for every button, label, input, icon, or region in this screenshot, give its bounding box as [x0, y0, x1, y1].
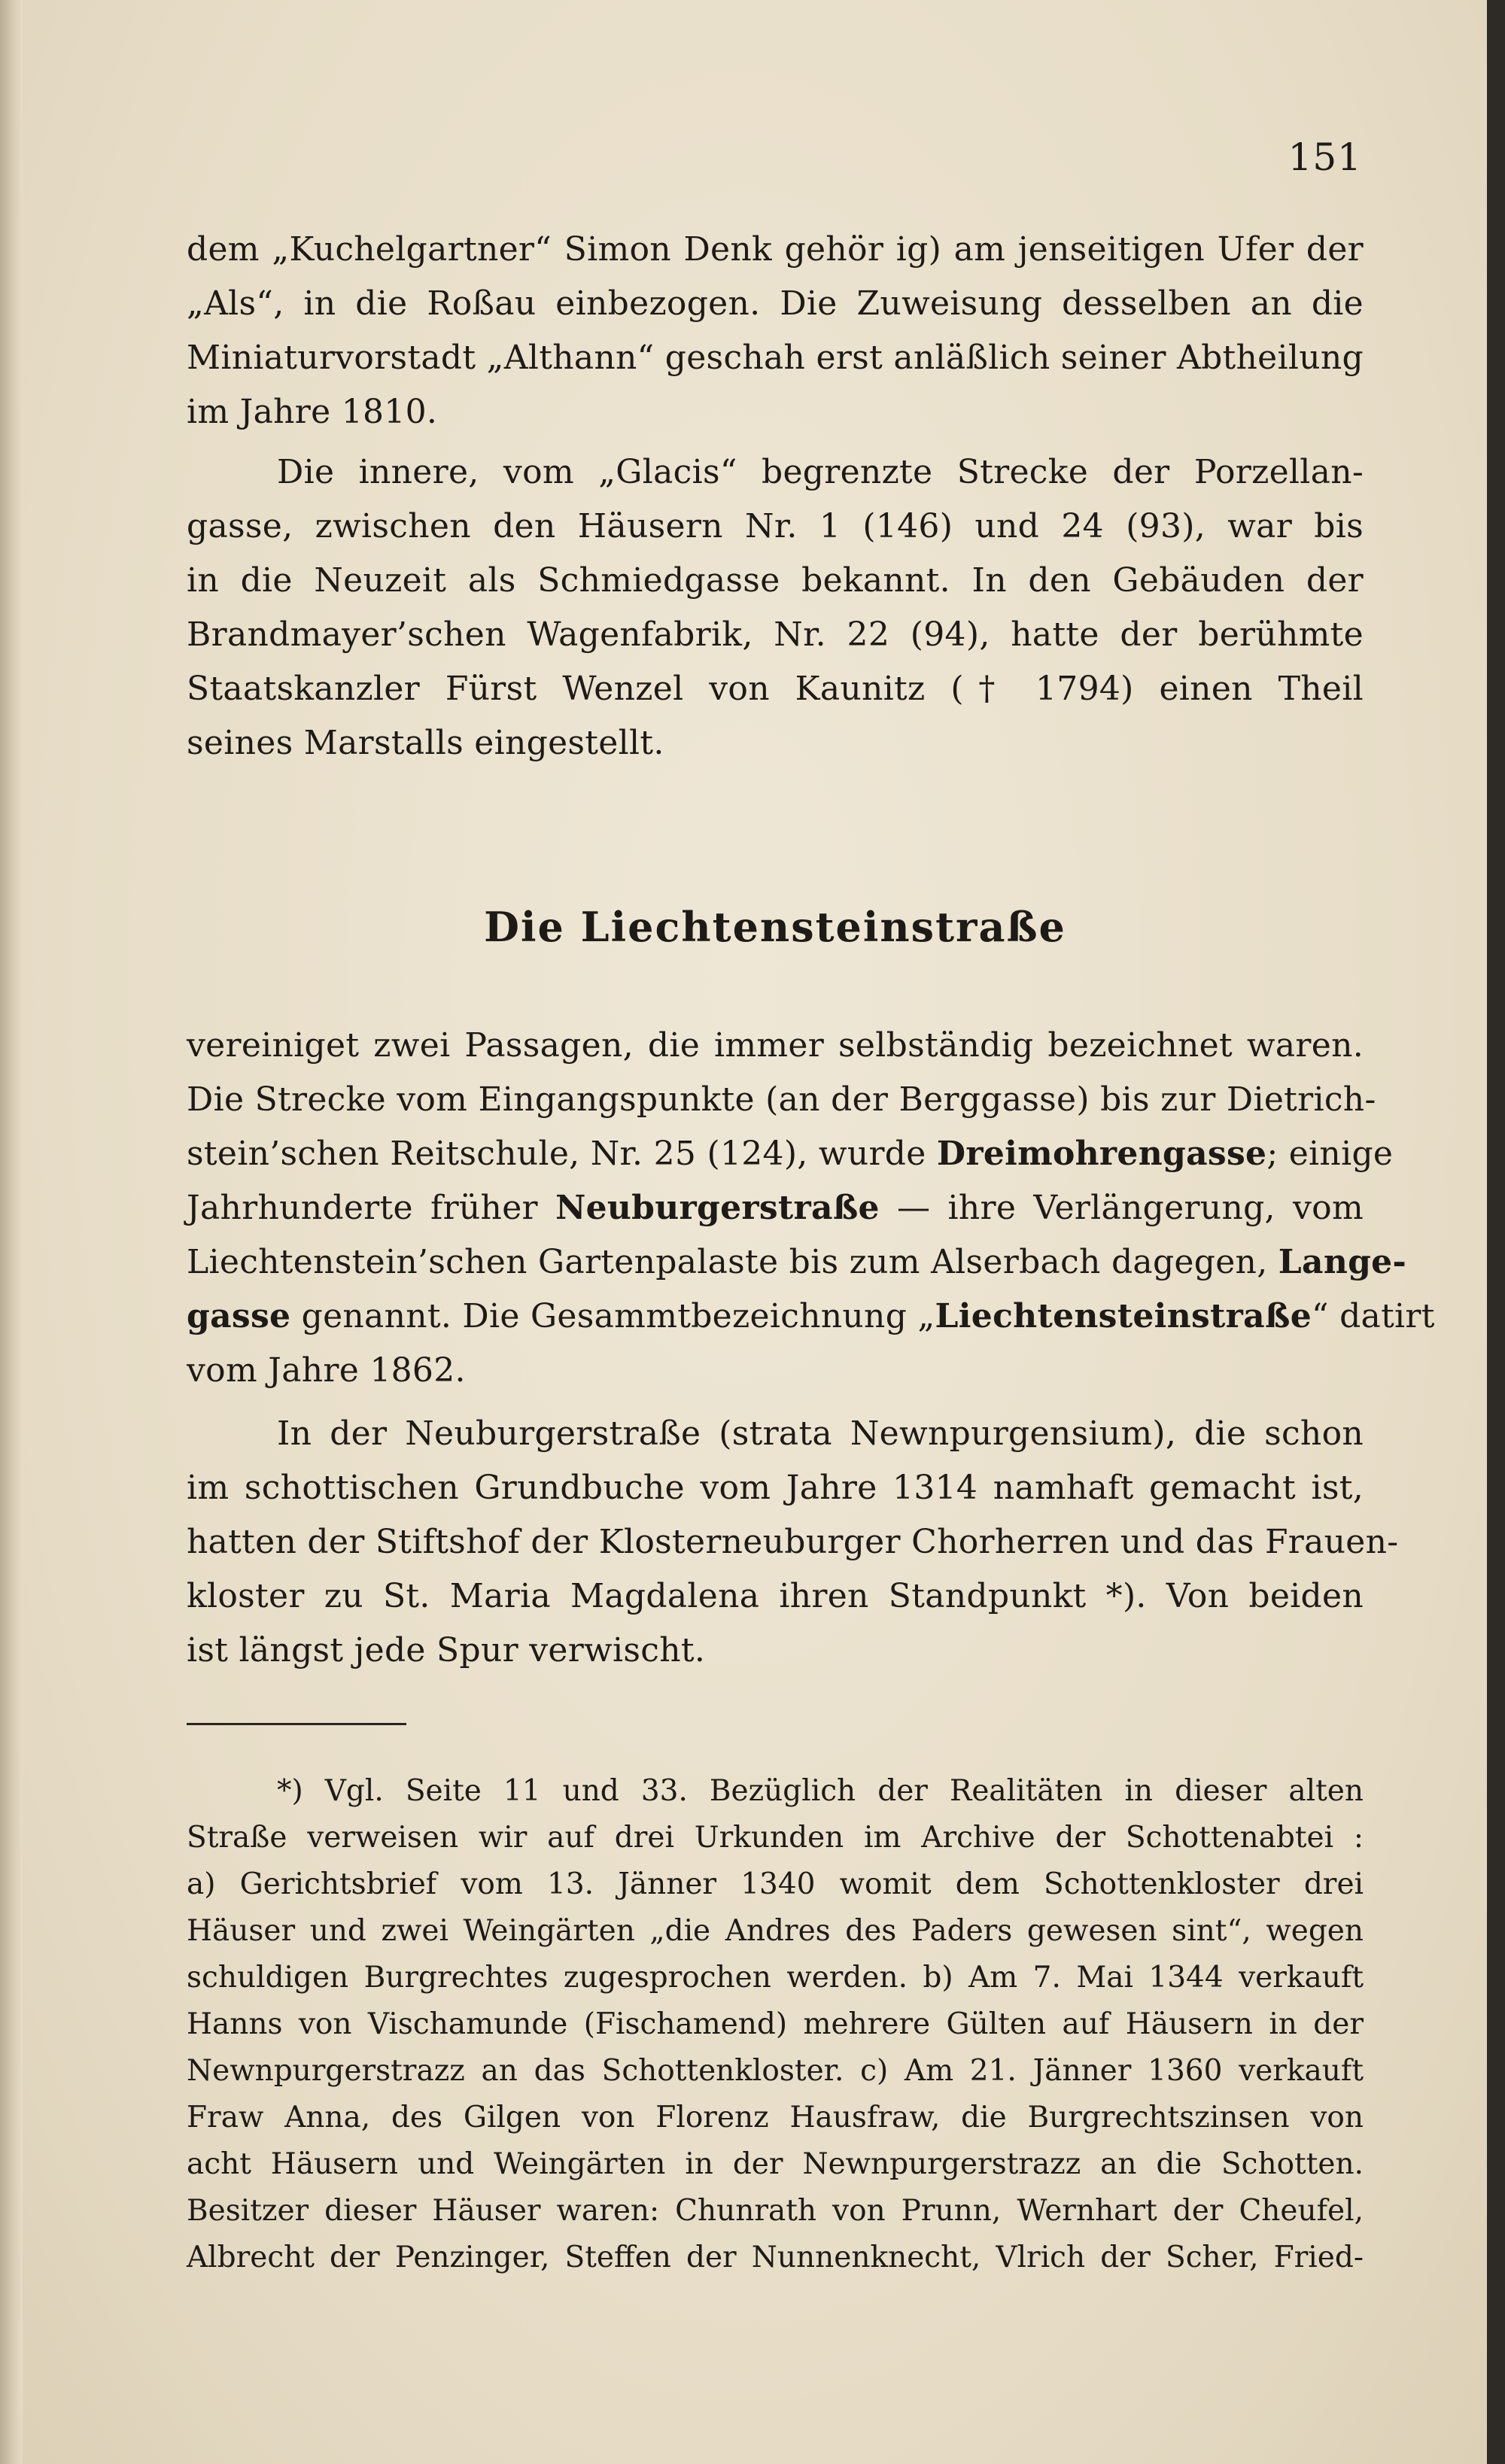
text-line: Brandmayer’schen Wagenfabrik, Nr. 22 (94), hatte der berühmte [187, 615, 1364, 654]
text-line: Staatskanzler Fürst Wenzel von Kaunitz († 1794) einen Theil [187, 670, 1364, 708]
footnote-line: Newnpurgerstrazz an das Schottenkloster. c) Am 21. Jänner 1360 verkauft [187, 2054, 1364, 2088]
bold-street-name: Neuburgerstraße [555, 1189, 880, 1227]
paragraph-4 [187, 1407, 1399, 1678]
footnote-line: schuldigen Burgrechtes zugesprochen werden. b) Am 7. Mai 1344 verkauft [187, 1961, 1364, 1995]
footnote-line: *) Vgl. Seite 11 und 33. Bezüglich der Realitäten in dieser alten [277, 1774, 1364, 1808]
page-number: 151 [1288, 135, 1362, 179]
text-line: „Als“, in die Roßau einbezogen. Die Zuweisung desselben an die [187, 284, 1364, 323]
footnote-line: Besitzer dieser Häuser waren: Chunrath von Prunn, Wernhart der Cheufel, [187, 2194, 1364, 2228]
text-line: dem „Kuchelgartner“ Simon Denk gehör ig) am jenseitigen Ufer der [187, 230, 1364, 269]
text-line: vom Jahre 1862. [187, 1351, 466, 1390]
text-line [187, 1290, 1435, 1344]
text-line: im Jahre 1810. [187, 393, 438, 431]
text-run: Liechtenstein’schen Gartenpalaste bis zum Alserbach dagegen, [187, 1243, 1278, 1281]
text-line: seines Marstalls eingestellt. [187, 724, 664, 762]
text-run: stein’schen Reitschule, Nr. 25 (124), wurde [187, 1135, 937, 1173]
paragraph-2 [187, 445, 1364, 770]
footnote-line: acht Häusern und Weingärten in der Newnpurgerstrazz an die Schotten. [187, 2147, 1364, 2181]
text-run: “ datirt [1312, 1297, 1435, 1335]
text-line: Die Strecke vom Eingangspunkte (an der Berggasse) bis zur Dietrich- [187, 1080, 1376, 1119]
text-line: ist längst jede Spur verwischt. [187, 1631, 706, 1670]
footnote [187, 1768, 1364, 2281]
text-line: vereiniget zwei Passagen, die immer selbständig bezeichnet waren. [187, 1026, 1364, 1065]
bold-street-name: Liechtensteinstraße [935, 1297, 1312, 1335]
text-line: hatten der Stiftshof der Klosterneuburger Chorherren und das Frauen- [187, 1523, 1399, 1561]
footnote-line: Straße verweisen wir auf drei Urkunden im Archive der Schottenabtei : [187, 1821, 1364, 1855]
text-line: gasse, zwischen den Häusern Nr. 1 (146) und 24 (93), war bis [187, 507, 1364, 545]
bold-street-name: gasse [187, 1297, 291, 1335]
bold-street-name: Lange- [1278, 1243, 1407, 1281]
page-gutter [0, 0, 23, 2464]
text-line: in die Neuzeit als Schmiedgasse bekannt. In den Gebäuden der [187, 561, 1364, 600]
footnote-line: Hanns von Vischamunde (Fischamend) mehrere Gülten auf Häusern in der [187, 2007, 1364, 2041]
paragraph-1 [187, 223, 1364, 439]
bold-street-name: Dreimohrengasse [936, 1135, 1267, 1173]
footnote-divider [187, 1723, 406, 1725]
paragraph-3 [187, 1019, 1435, 1398]
footnote-line: Häuser und zwei Weingärten „die Andres des Paders gewesen sint“, wegen [187, 1914, 1364, 1948]
text-line: Die innere, vom „Glacis“ begrenzte Strecke der Porzellan- [277, 453, 1364, 491]
section-heading: Die Liechtensteinstraße [484, 903, 1066, 951]
text-line: In der Neuburgerstraße (strata Newnpurgensium), die schon [277, 1414, 1364, 1453]
text-run: — ihre Verlängerung, vom [879, 1189, 1364, 1227]
text-run: ; einige [1266, 1135, 1394, 1173]
footnote-line: a) Gerichtsbrief vom 13. Jänner 1340 womit dem Schottenkloster drei [187, 1867, 1364, 1901]
text-run: genannt. Die Gesammtbezeichnung „ [290, 1297, 935, 1335]
text-line [187, 1127, 1394, 1181]
text-line [187, 1181, 1364, 1235]
footnote-line: Fraw Anna, des Gilgen von Florenz Hausfraw, die Burgrechtszinsen von [187, 2101, 1364, 2134]
text-line: kloster zu St. Maria Magdalena ihren Standpunkt *). Von beiden [187, 1577, 1364, 1615]
text-line [187, 1235, 1407, 1290]
footnote-line: Albrecht der Penzinger, Steffen der Nunnenknecht, Vlrich der Scher, Fried- [187, 2241, 1364, 2274]
text-run: Jahrhunderte früher [187, 1189, 556, 1227]
text-line: Miniaturvorstadt „Althann“ geschah erst anläßlich seiner Abtheilung [187, 339, 1364, 377]
text-line: im schottischen Grundbuche vom Jahre 1314 namhaft gemacht ist, [187, 1469, 1364, 1507]
